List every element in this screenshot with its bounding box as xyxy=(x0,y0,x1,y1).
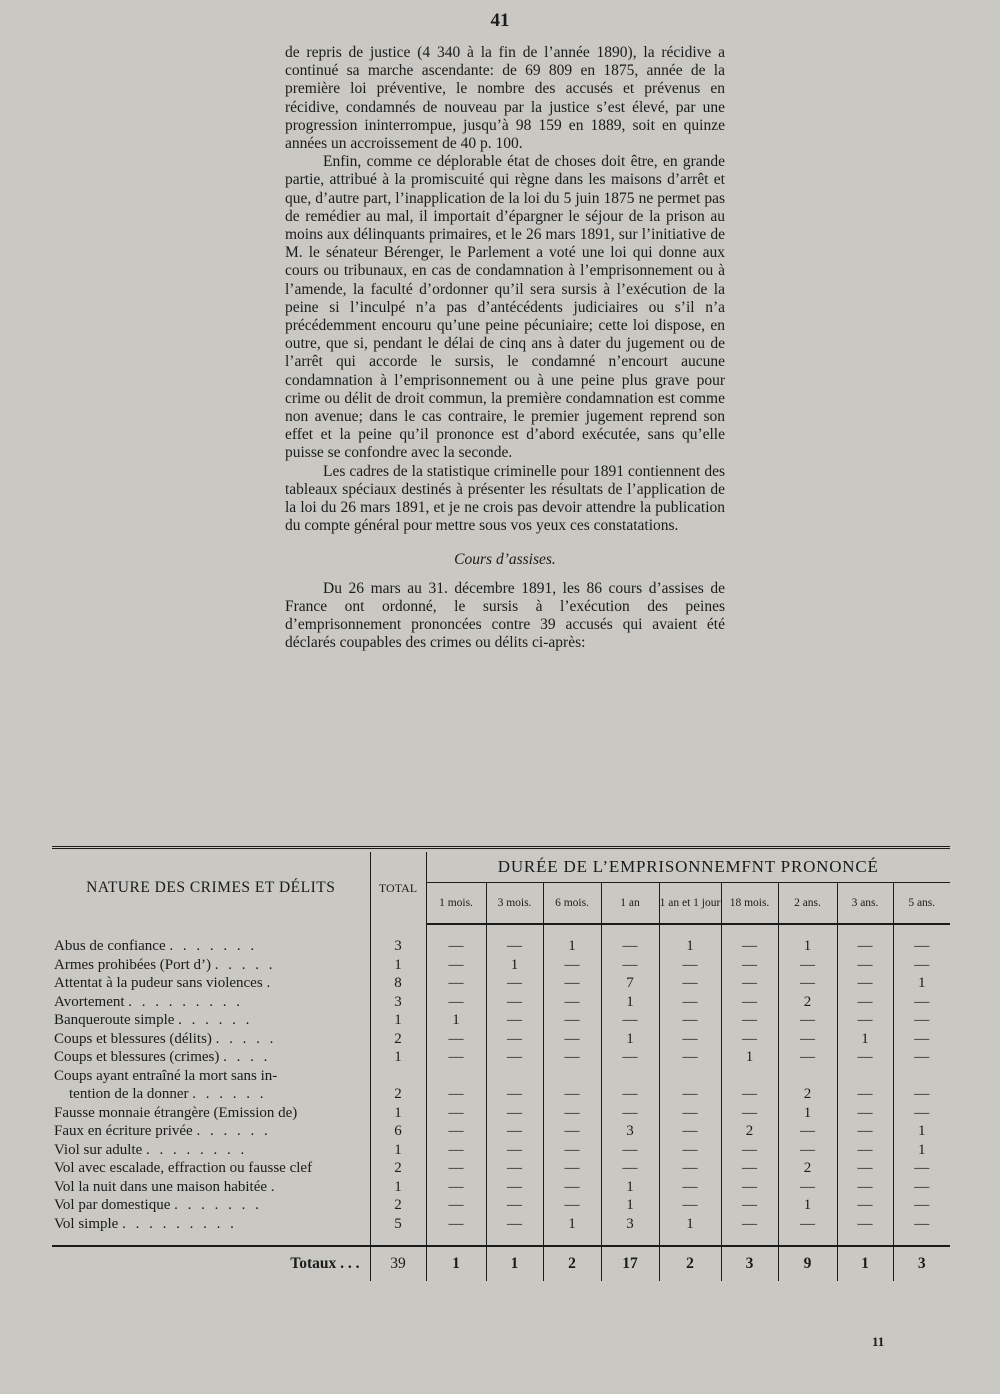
row-cell: — xyxy=(659,1196,721,1215)
totals-cell: 2 xyxy=(543,1246,601,1281)
row-cell: — xyxy=(778,1048,837,1067)
row-leader-dots: . . . . . xyxy=(214,956,276,973)
row-cell: — xyxy=(721,956,778,975)
row-label xyxy=(52,1011,370,1030)
row-total: 6 xyxy=(370,1122,426,1141)
row-cell: — xyxy=(837,1141,893,1160)
totals-label: Totaux . . . xyxy=(52,1246,370,1281)
column-header: 1 an et 1 jour xyxy=(659,883,721,925)
table-row xyxy=(52,1141,950,1160)
row-cell: 1 xyxy=(543,937,601,956)
header-duree: DURÉE DE L’EMPRISONNEMFNT PRONONCÉ xyxy=(426,852,950,883)
row-cell: — xyxy=(486,1215,543,1234)
row-cell: — xyxy=(486,974,543,993)
row-cell: — xyxy=(893,1196,950,1215)
row-cell: 3 xyxy=(601,1215,659,1234)
row-cell: — xyxy=(659,1048,721,1067)
row-cell: — xyxy=(837,1159,893,1178)
row-cell: — xyxy=(543,1048,601,1067)
row-cell: — xyxy=(778,1030,837,1049)
row-label-text: tention de la donner xyxy=(54,1086,189,1102)
column-header: 1 mois. xyxy=(426,883,486,925)
row-cell: 1 xyxy=(837,1030,893,1049)
table-row xyxy=(52,974,950,993)
row-cell: — xyxy=(721,1141,778,1160)
row-cell: — xyxy=(893,1104,950,1123)
row-cell: — xyxy=(721,1196,778,1215)
row-label xyxy=(52,1048,370,1067)
header-nature: NATURE DES CRIMES ET DÉLITS xyxy=(86,879,336,896)
row-total: 3 xyxy=(370,993,426,1012)
table-body xyxy=(52,924,950,1281)
column-header: 3 mois. xyxy=(486,883,543,925)
row-label-text: Vol la nuit dans une maison habitée xyxy=(54,1178,268,1195)
row-cell: — xyxy=(486,1030,543,1049)
row-label-text: Faux en écriture privée xyxy=(54,1123,193,1139)
row-total: 1 xyxy=(370,1011,426,1030)
row-leader-dots: . . . . . . . . . xyxy=(128,993,244,1010)
row-total: 2 xyxy=(370,1085,426,1104)
totals-cell: 9 xyxy=(778,1246,837,1281)
table-row xyxy=(52,1104,950,1123)
row-cell: — xyxy=(721,1030,778,1049)
row-cell: — xyxy=(659,956,721,975)
row-cell: — xyxy=(448,1049,464,1065)
row-cell: 1 xyxy=(601,1030,659,1049)
row-label-text: Vol avec escalade, effraction ou fausse clef xyxy=(54,1160,313,1176)
table-row xyxy=(52,1030,950,1049)
row-total xyxy=(370,1067,426,1086)
row-cell: — xyxy=(448,1160,464,1176)
row-cell: — xyxy=(893,1159,950,1178)
row-label xyxy=(52,1141,370,1160)
row-cell: — xyxy=(486,1011,543,1030)
totals-cell: 3 xyxy=(893,1246,950,1281)
row-cell: — xyxy=(448,975,464,991)
row-cell: — xyxy=(601,937,659,956)
row-cell: — xyxy=(837,974,893,993)
row-cell: — xyxy=(543,1104,601,1123)
row-cell: 1 xyxy=(486,956,543,975)
row-cell: 1 xyxy=(601,1178,659,1197)
footer-mark: 11 xyxy=(872,1334,885,1349)
row-cell: — xyxy=(486,1178,543,1197)
column-header: 1 an xyxy=(601,883,659,925)
row-label-text: Banqueroute simple xyxy=(54,1012,175,1028)
row-cell: — xyxy=(837,1048,893,1067)
intro-paragraph: Du 26 mars au 31. décembre 1891, les 86 cours d’assises de France ont ordonné, le sursis à l’exécution des peines d’emprisonnement prononcées contre 39 accusés qui avaient été déclarés coupables des crimes ou délits ci-après: xyxy=(285,579,725,652)
row-cell: 1 xyxy=(778,1104,837,1123)
row-label xyxy=(52,956,370,975)
row-label xyxy=(52,1067,370,1086)
row-cell: — xyxy=(778,974,837,993)
row-cell: — xyxy=(486,1104,543,1123)
row-label-text: Coups et blessures (délits) xyxy=(54,1030,212,1047)
table-row xyxy=(52,956,950,975)
row-label-text: Attentat à la pudeur sans violences xyxy=(54,975,263,991)
row-cell: 1 xyxy=(543,1215,601,1234)
row-cell xyxy=(659,1067,721,1086)
table-row xyxy=(52,1178,950,1197)
totals-cell: 1 xyxy=(837,1246,893,1281)
row-total: 1 xyxy=(370,1141,426,1160)
row-cell: — xyxy=(778,1122,837,1141)
row-cell: 1 xyxy=(721,1048,778,1067)
row-cell: — xyxy=(893,1011,950,1030)
header-total: TOTAL xyxy=(370,852,426,924)
row-cell: — xyxy=(601,1159,659,1178)
row-cell: — xyxy=(659,993,721,1012)
totals-cell: 1 xyxy=(486,1246,543,1281)
row-total: 8 xyxy=(370,974,426,993)
row-leader-dots: . . . . . xyxy=(215,1030,277,1047)
row-cell: — xyxy=(543,1196,601,1215)
row-cell: 1 xyxy=(893,974,950,993)
row-cell: — xyxy=(486,1196,543,1215)
row-leader-dots: . . . . . . . xyxy=(174,1197,262,1213)
row-label xyxy=(52,1104,370,1123)
table-top-rule xyxy=(52,846,950,849)
totals-cell: 17 xyxy=(601,1246,659,1281)
row-label-text: Abus de confiance xyxy=(54,938,166,954)
column-header: 2 ans. xyxy=(778,883,837,925)
row-leader-dots: . . . . . . . . . xyxy=(122,1215,237,1232)
table-row xyxy=(52,993,950,1012)
table-spacer xyxy=(52,1233,950,1246)
row-cell: — xyxy=(837,1178,893,1197)
row-cell: — xyxy=(543,974,601,993)
row-leader-dots: . . . . . . . xyxy=(169,938,258,954)
row-cell: — xyxy=(837,1215,893,1234)
table-row xyxy=(52,1048,950,1067)
totals-row xyxy=(52,1246,950,1281)
row-cell: — xyxy=(893,1030,950,1049)
totals-total: 39 xyxy=(370,1246,426,1281)
row-cell: — xyxy=(659,1030,721,1049)
row-label-text: Avortement xyxy=(54,993,125,1010)
totals-cell: 1 xyxy=(426,1246,486,1281)
row-total: 2 xyxy=(370,1196,426,1215)
row-cell: — xyxy=(448,956,464,973)
row-leader-dots: . xyxy=(270,1178,278,1195)
row-cell: — xyxy=(721,974,778,993)
row-label-text: Vol par domestique xyxy=(54,1197,171,1213)
row-label-text: Armes prohibées (Port d’) xyxy=(54,956,212,973)
row-cell: — xyxy=(837,937,893,956)
row-cell: — xyxy=(721,1215,778,1234)
row-total: 1 xyxy=(370,956,426,975)
row-cell: 2 xyxy=(778,993,837,1012)
row-cell: — xyxy=(837,1122,893,1141)
row-cell: — xyxy=(721,1178,778,1197)
row-label-text: Viol sur adulte xyxy=(54,1141,143,1158)
row-cell: — xyxy=(893,993,950,1012)
row-cell: 1 xyxy=(893,1122,950,1141)
row-label-text: Vol simple xyxy=(54,1215,119,1232)
row-cell: — xyxy=(659,1159,721,1178)
row-cell: — xyxy=(721,937,778,956)
row-cell: — xyxy=(721,1011,778,1030)
row-cell: — xyxy=(837,993,893,1012)
table-row xyxy=(52,1067,950,1086)
row-cell: — xyxy=(543,1159,601,1178)
row-label xyxy=(52,1196,370,1215)
row-leader-dots: . . . . . . xyxy=(178,1012,253,1028)
row-cell: — xyxy=(448,1086,464,1102)
row-label xyxy=(52,1085,370,1104)
row-cell: — xyxy=(893,956,950,975)
row-label xyxy=(52,1178,370,1197)
row-cell: — xyxy=(659,1011,721,1030)
table-spacer xyxy=(52,924,950,937)
row-cell: — xyxy=(448,1104,464,1121)
row-total: 1 xyxy=(370,1178,426,1197)
row-cell: — xyxy=(486,1159,543,1178)
table-row xyxy=(52,1215,950,1234)
paragraph: de repris de justice (4 340 à la fin de l’année 1890), la récidive a continué sa marche ascendante: de 69 809 en 1875, année de la première loi préventive, le nombre des accusés et prévenus en récidive, condamnés de nouveau par la justice s’est élevé, par une progression ininterrompue, jusqu’à 98 159 en 1889, soit en quinze années un accroissement de 40 p. 100. xyxy=(285,44,725,153)
row-cell: 1 xyxy=(659,1215,721,1234)
row-total: 3 xyxy=(370,937,426,956)
column-header: 5 ans. xyxy=(893,883,950,925)
row-cell: — xyxy=(543,1122,601,1141)
table-row xyxy=(52,1159,950,1178)
row-cell: — xyxy=(543,1030,601,1049)
row-cell: — xyxy=(448,1197,464,1213)
row-cell: — xyxy=(721,1085,778,1104)
row-cell xyxy=(893,1067,950,1086)
row-cell: — xyxy=(837,1085,893,1104)
row-cell: — xyxy=(448,1123,464,1139)
row-cell: 1 xyxy=(778,1196,837,1215)
row-leader-dots: . . . . . . xyxy=(192,1086,267,1102)
row-cell: — xyxy=(601,1011,659,1030)
row-cell: 3 xyxy=(601,1122,659,1141)
row-cell: — xyxy=(659,1141,721,1160)
section-heading: Cours d’assises. xyxy=(454,551,556,569)
table-row xyxy=(52,1122,950,1141)
row-cell: — xyxy=(448,1030,464,1047)
row-cell: — xyxy=(659,1104,721,1123)
row-cell: — xyxy=(601,1141,659,1160)
row-cell: — xyxy=(486,1085,543,1104)
row-cell: 1 xyxy=(452,1012,460,1028)
row-cell xyxy=(837,1067,893,1086)
row-total: 2 xyxy=(370,1159,426,1178)
row-cell: — xyxy=(543,1085,601,1104)
row-cell: — xyxy=(448,993,464,1010)
row-cell: — xyxy=(721,993,778,1012)
row-label xyxy=(52,1159,370,1178)
row-cell: — xyxy=(486,1141,543,1160)
row-label xyxy=(52,1215,370,1234)
row-label-text: Coups et blessures (crimes) xyxy=(54,1049,220,1065)
column-header: 18 mois. xyxy=(721,883,778,925)
row-label-text: Coups ayant entraîné la mort sans in- xyxy=(54,1067,278,1084)
body-text xyxy=(285,44,725,653)
row-label-text: Fausse monnaie étrangère (Emission de) xyxy=(54,1104,298,1121)
row-cell: 7 xyxy=(601,974,659,993)
row-label xyxy=(52,1122,370,1141)
row-cell: — xyxy=(778,1011,837,1030)
row-cell xyxy=(543,1067,601,1086)
row-label xyxy=(52,974,370,993)
row-cell xyxy=(426,1067,486,1086)
row-cell: — xyxy=(837,1196,893,1215)
row-cell: — xyxy=(893,1048,950,1067)
row-total: 1 xyxy=(370,1104,426,1123)
row-cell: 1 xyxy=(893,1141,950,1160)
row-leader-dots: . . . . xyxy=(223,1049,271,1065)
table-row xyxy=(52,1196,950,1215)
row-cell xyxy=(778,1067,837,1086)
page-number: 41 xyxy=(490,10,510,31)
table-row xyxy=(52,1011,950,1030)
paragraph: Enfin, comme ce déplorable état de choses doit être, en grande partie, attribué à la promiscuité qui règne dans les maisons d’arrêt et que, d’autre part, l’inapplication de la loi du 5 juin 1875 ne permet pas de remédier au mal, il importait d’épargner le séjour de la prison au moins aux délinquants primaires, et le 26 mars 1891, sur l’initiative de M. le sénateur Bérenger, le Parlement a voté une loi qui donne aux cours ou tribunaux, en cas de condamnation à l’emprisonnement ou à l’amende, la faculté d’ordonner qu’il sera sursis à l’exécution de la peine si l’inculpé n’a pas d’antécédents judiciaires ou s’il n’a précédemment encouru qu’une peine pécuniaire; cette loi dispose, en outre, que si, pendant le délai de cinq ans à dater du jugement ou de l’arrêt qui accorde le sursis, le condamné n’encourt aucune condamnation à l’emprisonnement ou à une peine plus grave pour crime ou délit de droit commun, la première condamnation est comme non avenue; dans le cas contraire, le premier jugement reprend son effet et la peine qu’il prononce est d’abord exécutée, sans qu’elle puisse se confondre avec la seconde. xyxy=(285,153,725,462)
row-leader-dots: . xyxy=(266,975,274,991)
column-header: 6 mois. xyxy=(543,883,601,925)
column-header: 3 ans. xyxy=(837,883,893,925)
row-cell: — xyxy=(837,956,893,975)
row-cell: — xyxy=(659,1085,721,1104)
row-cell: — xyxy=(778,1141,837,1160)
row-cell: — xyxy=(486,1122,543,1141)
row-cell: 1 xyxy=(601,1196,659,1215)
row-cell: 2 xyxy=(778,1159,837,1178)
row-cell: — xyxy=(601,1048,659,1067)
row-cell: — xyxy=(721,1104,778,1123)
row-cell: — xyxy=(486,1048,543,1067)
row-cell: 1 xyxy=(659,937,721,956)
row-cell: — xyxy=(893,937,950,956)
row-leader-dots: . . . . . . . . xyxy=(146,1141,248,1158)
row-cell: — xyxy=(543,956,601,975)
row-cell: — xyxy=(778,1215,837,1234)
row-cell: — xyxy=(893,1215,950,1234)
row-cell: — xyxy=(486,937,543,956)
row-cell: — xyxy=(543,1141,601,1160)
row-cell: — xyxy=(448,1215,464,1232)
row-label xyxy=(52,937,370,956)
row-cell: — xyxy=(893,1178,950,1197)
row-cell xyxy=(601,1067,659,1086)
row-leader-dots: . . . . . . xyxy=(196,1123,271,1139)
table-row xyxy=(52,937,950,956)
row-cell: — xyxy=(543,993,601,1012)
row-cell xyxy=(486,1067,543,1086)
row-label xyxy=(52,1030,370,1049)
row-cell: — xyxy=(659,1122,721,1141)
totals-cell: 3 xyxy=(721,1246,778,1281)
row-cell: — xyxy=(721,1159,778,1178)
sentence-table xyxy=(52,852,950,1281)
row-cell: — xyxy=(601,1085,659,1104)
row-cell: — xyxy=(543,1178,601,1197)
table-row xyxy=(52,1085,950,1104)
row-cell: — xyxy=(659,1178,721,1197)
row-cell: — xyxy=(448,938,464,954)
row-cell: — xyxy=(659,974,721,993)
row-cell: — xyxy=(893,1085,950,1104)
row-cell: — xyxy=(601,1104,659,1123)
row-cell: — xyxy=(837,1011,893,1030)
row-cell: — xyxy=(448,1178,464,1195)
row-label xyxy=(52,993,370,1012)
row-cell: — xyxy=(601,956,659,975)
row-total: 5 xyxy=(370,1215,426,1234)
row-cell: — xyxy=(448,1141,464,1158)
row-total: 2 xyxy=(370,1030,426,1049)
row-cell: — xyxy=(778,1178,837,1197)
row-cell: 1 xyxy=(778,937,837,956)
row-cell: — xyxy=(837,1104,893,1123)
row-cell: 2 xyxy=(721,1122,778,1141)
row-cell: — xyxy=(778,956,837,975)
row-cell xyxy=(721,1067,778,1086)
row-cell: — xyxy=(486,993,543,1012)
paragraph: Les cadres de la statistique criminelle pour 1891 contiennent des tableaux spéciaux destinés à présenter les résultats de l’application de la loi du 26 mars 1891, et je ne crois pas devoir attendre la publication du compte général pour mettre sous vos yeux ces constatations. xyxy=(285,462,725,535)
row-cell: 2 xyxy=(778,1085,837,1104)
row-total: 1 xyxy=(370,1048,426,1067)
row-cell: 1 xyxy=(601,993,659,1012)
totals-cell: 2 xyxy=(659,1246,721,1281)
table-header-row-1 xyxy=(52,852,950,883)
row-cell: — xyxy=(543,1011,601,1030)
